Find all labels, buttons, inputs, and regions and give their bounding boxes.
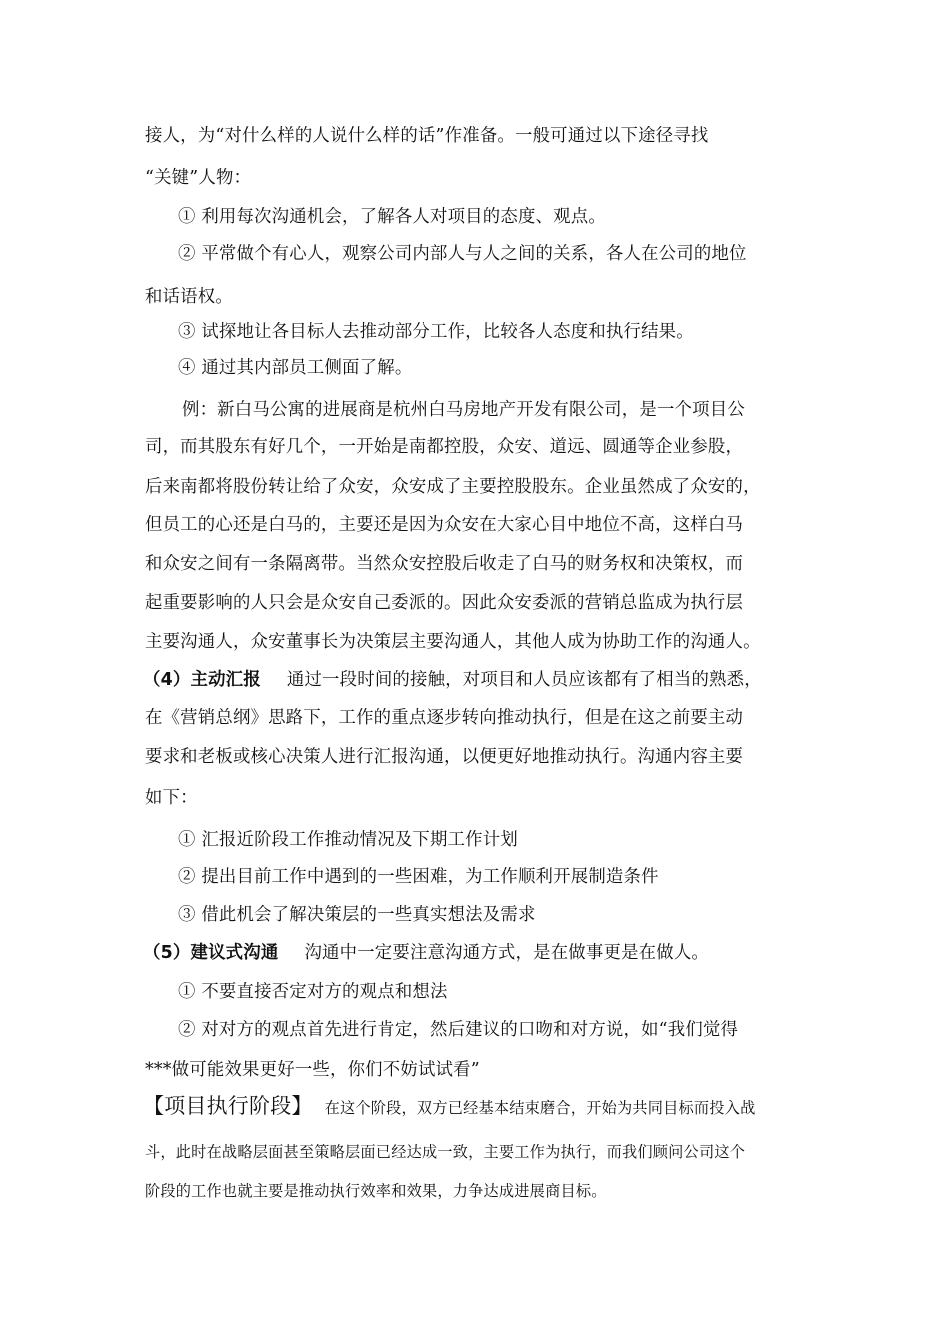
example-line: 司，而其股东有好几个，一开始是南都控股，众安、道远、圆通等企业参股， bbox=[145, 437, 744, 457]
section-4-text: 通过一段时间的接触，对项目和人员应该都有了相当的熟悉， bbox=[286, 670, 762, 690]
stage-text: 在这个阶段，双方已经基本结束磨合，开始为共同目标而投入战 bbox=[324, 1099, 756, 1117]
paragraph-line: 要求和老板或核心决策人进行汇报沟通，以便更好地推动执行。沟通内容主要 bbox=[145, 747, 744, 767]
section-4-heading: （4）主动汇报 bbox=[143, 670, 261, 690]
paragraph-line: 在《营销总纲》思路下，工作的重点逐步转向推动执行，但是在这之前要主动 bbox=[145, 708, 744, 728]
list-item-continuation: 和话语权。 bbox=[145, 287, 233, 307]
list-item: ② 对对方的观点首先进行肯定，然后建议的口吻和对方说，如“我们觉得 bbox=[178, 1020, 739, 1040]
example-line: 和众安之间有一条隔离带。当然众安控股后收走了白马的财务权和决策权，而 bbox=[145, 554, 744, 574]
section-5-heading: （5）建议式沟通 bbox=[143, 943, 279, 963]
list-item: ② 平常做个有心人，观察公司内部人与人之间的关系，各人在公司的地位 bbox=[178, 244, 747, 264]
list-item: ③ 借此机会了解决策层的一些真实想法及需求 bbox=[178, 905, 536, 925]
paragraph-line: 阶段的工作也就主要是推动执行效率和效果，力争达成进展商目标。 bbox=[145, 1182, 607, 1200]
list-item: ① 利用每次沟通机会，了解各人对项目的态度、观点。 bbox=[178, 207, 606, 227]
list-item-continuation: ***做可能效果更好一些，你们不妨试试看” bbox=[145, 1060, 480, 1080]
paragraph-line: “关键”人物： bbox=[145, 168, 252, 188]
stage-title: 【项目执行阶段】 bbox=[143, 1094, 313, 1118]
list-item: ④ 通过其内部员工侧面了解。 bbox=[178, 358, 413, 378]
paragraph-line: 接人，为“对什么样的人说什么样的话”作准备。一般可通过以下途径寻找 bbox=[145, 126, 709, 146]
list-item: ① 汇报近阶段工作推动情况及下期工作计划 bbox=[178, 830, 518, 850]
example-line: 起重要影响的人只会是众安自己委派的。因此众安委派的营销总监成为执行层 bbox=[145, 593, 744, 613]
section-5-first-line bbox=[143, 941, 709, 965]
paragraph-line: 如下： bbox=[145, 788, 198, 808]
example-line: 例：新白马公寓的进展商是杭州白马房地产开发有限公司，是一个项目公 bbox=[182, 400, 745, 420]
list-item: ① 不要直接否定对方的观点和想法 bbox=[178, 982, 448, 1002]
paragraph-line: 斗，此时在战略层面甚至策略层面已经达成一致，主要工作为执行，而我们顾问公司这个 bbox=[145, 1143, 746, 1161]
section-5-text: 沟通中一定要注意沟通方式，是在做事更是在做人。 bbox=[304, 943, 710, 963]
example-line: 主要沟通人，众安董事长为决策层主要沟通人，其他人成为协助工作的沟通人。 bbox=[145, 632, 761, 652]
list-item: ③ 试探地让各目标人去推动部分工作，比较各人态度和执行结果。 bbox=[178, 322, 694, 342]
list-item: ② 提出目前工作中遇到的一些困难，为工作顺利开展制造条件 bbox=[178, 867, 659, 887]
example-line: 后来南都将股份转让给了众安，众安成了主要控股股东。企业虽然成了众安的， bbox=[145, 477, 761, 497]
section-4-first-line bbox=[143, 668, 762, 692]
example-line: 但员工的心还是白马的，主要还是因为众安在大家心目中地位不高，这样白马 bbox=[145, 515, 744, 535]
stage-first-line bbox=[143, 1094, 755, 1120]
